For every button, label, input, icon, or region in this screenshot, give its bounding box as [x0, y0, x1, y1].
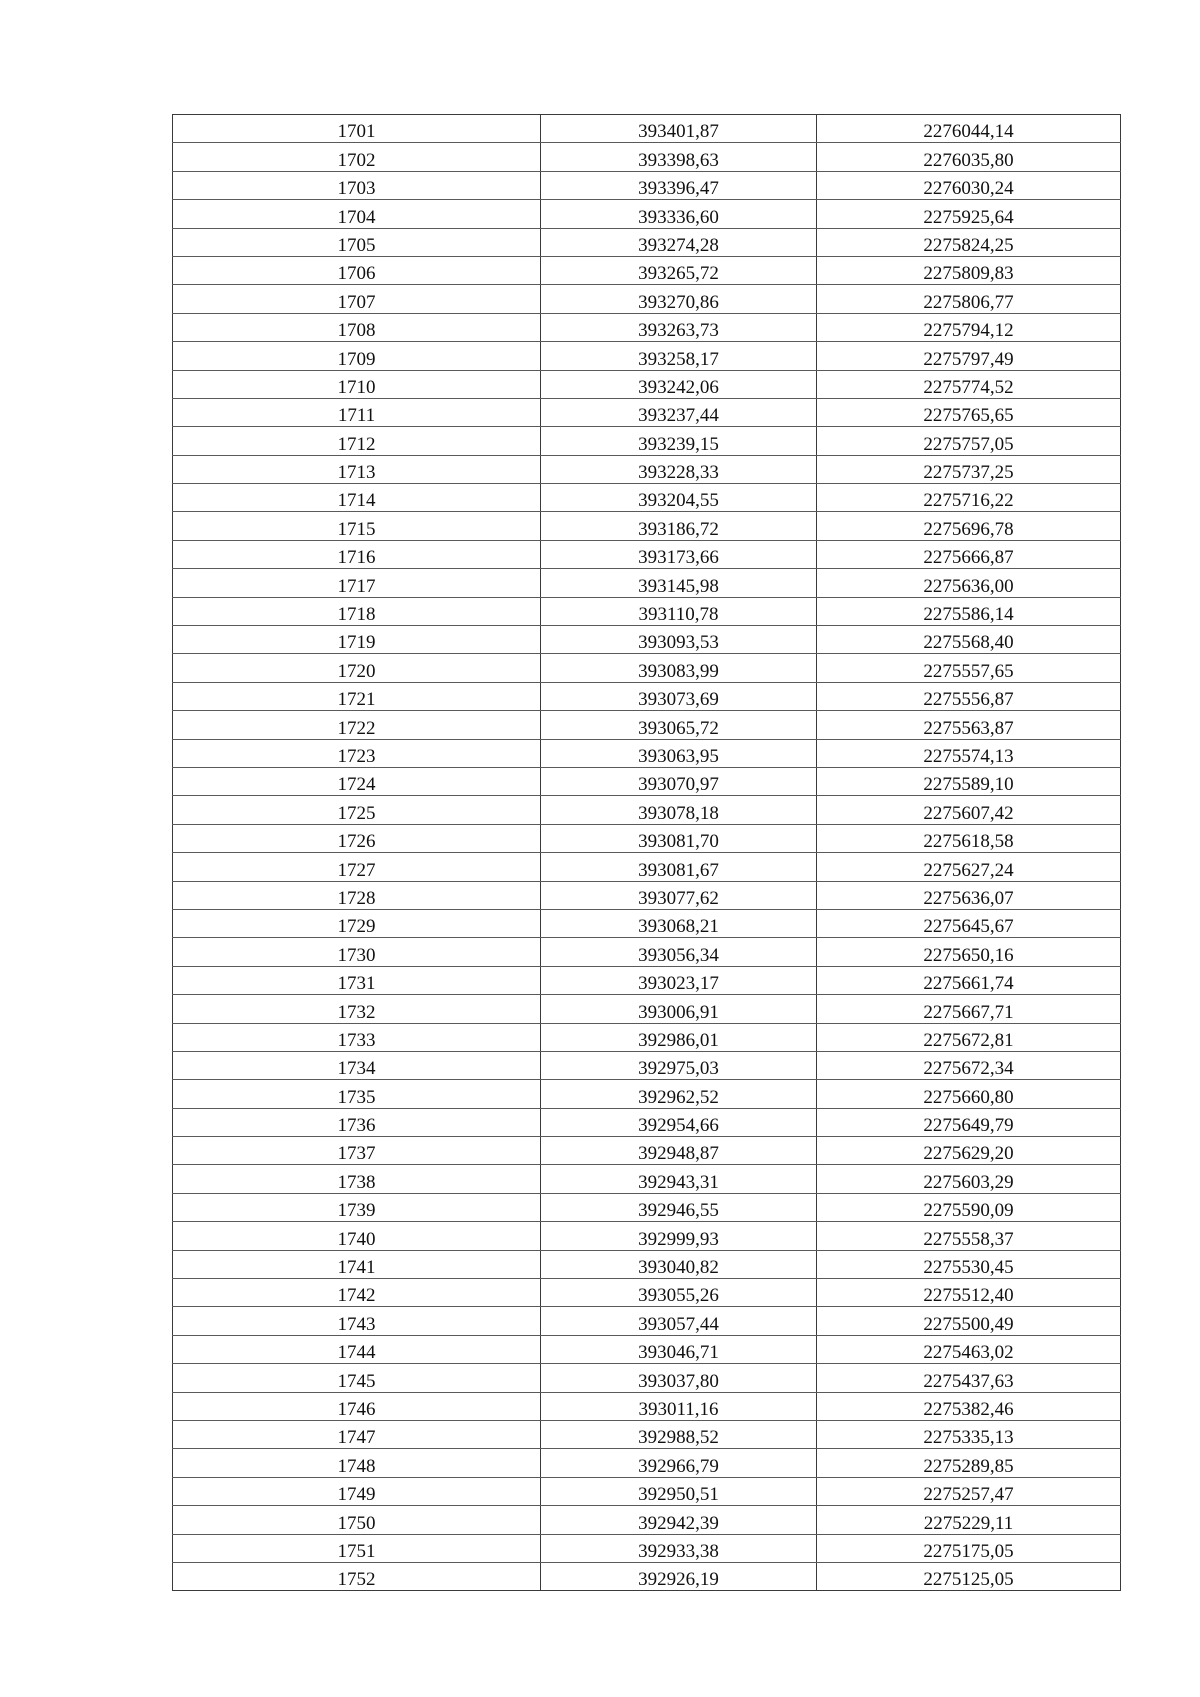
y-coordinate-cell: 2275563,87 [817, 711, 1121, 739]
point-number-cell: 1724 [173, 767, 541, 795]
x-coordinate-cell: 393037,80 [541, 1364, 817, 1392]
y-coordinate-cell: 2275175,05 [817, 1534, 1121, 1562]
point-number-cell: 1704 [173, 200, 541, 228]
x-coordinate-cell: 393110,78 [541, 597, 817, 625]
table-row [173, 484, 1121, 512]
table-row [173, 313, 1121, 341]
y-coordinate-cell: 2275229,11 [817, 1506, 1121, 1534]
point-number-cell: 1721 [173, 682, 541, 710]
x-coordinate-cell: 392999,93 [541, 1222, 817, 1250]
point-number-cell: 1706 [173, 256, 541, 284]
table-row [173, 1165, 1121, 1193]
y-coordinate-cell: 2275125,05 [817, 1562, 1121, 1590]
point-number-cell: 1711 [173, 398, 541, 426]
table-row [173, 796, 1121, 824]
point-number-cell: 1702 [173, 143, 541, 171]
point-number-cell: 1731 [173, 966, 541, 994]
y-coordinate-cell: 2275586,14 [817, 597, 1121, 625]
x-coordinate-cell: 393077,62 [541, 881, 817, 909]
table-row [173, 200, 1121, 228]
table-row [173, 1449, 1121, 1477]
point-number-cell: 1710 [173, 370, 541, 398]
table-row [173, 597, 1121, 625]
point-number-cell: 1705 [173, 228, 541, 256]
table-row [173, 739, 1121, 767]
y-coordinate-cell: 2275590,09 [817, 1193, 1121, 1221]
table-row [173, 285, 1121, 313]
table-row [173, 256, 1121, 284]
x-coordinate-cell: 393083,99 [541, 654, 817, 682]
x-coordinate-cell: 393006,91 [541, 995, 817, 1023]
point-number-cell: 1717 [173, 569, 541, 597]
table-row [173, 1279, 1121, 1307]
point-number-cell: 1745 [173, 1364, 541, 1392]
point-number-cell: 1734 [173, 1051, 541, 1079]
table-row [173, 427, 1121, 455]
x-coordinate-cell: 393263,73 [541, 313, 817, 341]
point-number-cell: 1729 [173, 909, 541, 937]
x-coordinate-cell: 393063,95 [541, 739, 817, 767]
point-number-cell: 1709 [173, 342, 541, 370]
y-coordinate-cell: 2276044,14 [817, 115, 1121, 143]
table-row [173, 370, 1121, 398]
x-coordinate-cell: 392942,39 [541, 1506, 817, 1534]
y-coordinate-cell: 2275574,13 [817, 739, 1121, 767]
x-coordinate-cell: 393237,44 [541, 398, 817, 426]
table-row [173, 455, 1121, 483]
point-number-cell: 1708 [173, 313, 541, 341]
point-number-cell: 1748 [173, 1449, 541, 1477]
point-number-cell: 1719 [173, 626, 541, 654]
table-row [173, 824, 1121, 852]
point-number-cell: 1723 [173, 739, 541, 767]
point-number-cell: 1746 [173, 1392, 541, 1420]
point-number-cell: 1735 [173, 1080, 541, 1108]
point-number-cell: 1720 [173, 654, 541, 682]
x-coordinate-cell: 392954,66 [541, 1108, 817, 1136]
table-row [173, 1562, 1121, 1590]
x-coordinate-cell: 393265,72 [541, 256, 817, 284]
point-number-cell: 1739 [173, 1193, 541, 1221]
table-row [173, 1222, 1121, 1250]
y-coordinate-cell: 2275463,02 [817, 1335, 1121, 1363]
point-number-cell: 1730 [173, 938, 541, 966]
y-coordinate-cell: 2275824,25 [817, 228, 1121, 256]
table-row [173, 1108, 1121, 1136]
y-coordinate-cell: 2275650,16 [817, 938, 1121, 966]
y-coordinate-cell: 2275530,45 [817, 1250, 1121, 1278]
table-row [173, 398, 1121, 426]
x-coordinate-cell: 393186,72 [541, 512, 817, 540]
y-coordinate-cell: 2275806,77 [817, 285, 1121, 313]
point-number-cell: 1725 [173, 796, 541, 824]
y-coordinate-cell: 2275737,25 [817, 455, 1121, 483]
table-row [173, 143, 1121, 171]
table-row [173, 1506, 1121, 1534]
y-coordinate-cell: 2275660,80 [817, 1080, 1121, 1108]
y-coordinate-cell: 2276035,80 [817, 143, 1121, 171]
x-coordinate-cell: 393228,33 [541, 455, 817, 483]
y-coordinate-cell: 2275618,58 [817, 824, 1121, 852]
table-row [173, 909, 1121, 937]
table-row [173, 512, 1121, 540]
y-coordinate-cell: 2275774,52 [817, 370, 1121, 398]
x-coordinate-cell: 393040,82 [541, 1250, 817, 1278]
table-row [173, 1364, 1121, 1392]
table-row [173, 654, 1121, 682]
point-number-cell: 1728 [173, 881, 541, 909]
y-coordinate-cell: 2275809,83 [817, 256, 1121, 284]
table-row [173, 1137, 1121, 1165]
y-coordinate-cell: 2275667,71 [817, 995, 1121, 1023]
y-coordinate-cell: 2275437,63 [817, 1364, 1121, 1392]
point-number-cell: 1750 [173, 1506, 541, 1534]
x-coordinate-cell: 392943,31 [541, 1165, 817, 1193]
x-coordinate-cell: 392986,01 [541, 1023, 817, 1051]
x-coordinate-cell: 392948,87 [541, 1137, 817, 1165]
table-row [173, 1051, 1121, 1079]
y-coordinate-cell: 2276030,24 [817, 171, 1121, 199]
table-row [173, 1023, 1121, 1051]
x-coordinate-cell: 393057,44 [541, 1307, 817, 1335]
point-number-cell: 1707 [173, 285, 541, 313]
x-coordinate-cell: 393046,71 [541, 1335, 817, 1363]
x-coordinate-cell: 393204,55 [541, 484, 817, 512]
x-coordinate-cell: 393056,34 [541, 938, 817, 966]
point-number-cell: 1712 [173, 427, 541, 455]
y-coordinate-cell: 2275797,49 [817, 342, 1121, 370]
y-coordinate-cell: 2275382,46 [817, 1392, 1121, 1420]
x-coordinate-cell: 393239,15 [541, 427, 817, 455]
x-coordinate-cell: 392933,38 [541, 1534, 817, 1562]
y-coordinate-cell: 2275925,64 [817, 200, 1121, 228]
y-coordinate-cell: 2275603,29 [817, 1165, 1121, 1193]
x-coordinate-cell: 393336,60 [541, 200, 817, 228]
point-number-cell: 1713 [173, 455, 541, 483]
table-row [173, 711, 1121, 739]
y-coordinate-cell: 2275289,85 [817, 1449, 1121, 1477]
x-coordinate-cell: 393093,53 [541, 626, 817, 654]
table-row [173, 1420, 1121, 1448]
table-row [173, 1080, 1121, 1108]
y-coordinate-cell: 2275257,47 [817, 1477, 1121, 1505]
point-number-cell: 1743 [173, 1307, 541, 1335]
point-number-cell: 1737 [173, 1137, 541, 1165]
y-coordinate-cell: 2275636,07 [817, 881, 1121, 909]
y-coordinate-cell: 2275627,24 [817, 853, 1121, 881]
table-row [173, 1477, 1121, 1505]
y-coordinate-cell: 2275589,10 [817, 767, 1121, 795]
x-coordinate-cell: 392988,52 [541, 1420, 817, 1448]
point-number-cell: 1738 [173, 1165, 541, 1193]
y-coordinate-cell: 2275607,42 [817, 796, 1121, 824]
point-number-cell: 1744 [173, 1335, 541, 1363]
table-row [173, 171, 1121, 199]
x-coordinate-cell: 393011,16 [541, 1392, 817, 1420]
y-coordinate-cell: 2275556,87 [817, 682, 1121, 710]
y-coordinate-cell: 2275672,81 [817, 1023, 1121, 1051]
point-number-cell: 1732 [173, 995, 541, 1023]
point-number-cell: 1722 [173, 711, 541, 739]
point-number-cell: 1718 [173, 597, 541, 625]
x-coordinate-cell: 393078,18 [541, 796, 817, 824]
table-row [173, 881, 1121, 909]
y-coordinate-cell: 2275765,65 [817, 398, 1121, 426]
y-coordinate-cell: 2275661,74 [817, 966, 1121, 994]
point-number-cell: 1727 [173, 853, 541, 881]
table-row [173, 1392, 1121, 1420]
coordinates-table [172, 114, 1121, 1591]
y-coordinate-cell: 2275557,65 [817, 654, 1121, 682]
table-row [173, 1250, 1121, 1278]
point-number-cell: 1715 [173, 512, 541, 540]
table-row [173, 682, 1121, 710]
point-number-cell: 1752 [173, 1562, 541, 1590]
y-coordinate-cell: 2275696,78 [817, 512, 1121, 540]
table-row [173, 569, 1121, 597]
table-row [173, 995, 1121, 1023]
x-coordinate-cell: 393023,17 [541, 966, 817, 994]
y-coordinate-cell: 2275794,12 [817, 313, 1121, 341]
table-row [173, 1307, 1121, 1335]
table-row [173, 853, 1121, 881]
x-coordinate-cell: 393070,97 [541, 767, 817, 795]
point-number-cell: 1716 [173, 540, 541, 568]
y-coordinate-cell: 2275629,20 [817, 1137, 1121, 1165]
y-coordinate-cell: 2275335,13 [817, 1420, 1121, 1448]
x-coordinate-cell: 393401,87 [541, 115, 817, 143]
x-coordinate-cell: 392946,55 [541, 1193, 817, 1221]
x-coordinate-cell: 393258,17 [541, 342, 817, 370]
x-coordinate-cell: 393173,66 [541, 540, 817, 568]
x-coordinate-cell: 393073,69 [541, 682, 817, 710]
point-number-cell: 1740 [173, 1222, 541, 1250]
x-coordinate-cell: 392926,19 [541, 1562, 817, 1590]
y-coordinate-cell: 2275672,34 [817, 1051, 1121, 1079]
table-row [173, 115, 1121, 143]
y-coordinate-cell: 2275568,40 [817, 626, 1121, 654]
y-coordinate-cell: 2275500,49 [817, 1307, 1121, 1335]
y-coordinate-cell: 2275558,37 [817, 1222, 1121, 1250]
coordinates-table-body [173, 115, 1121, 1591]
x-coordinate-cell: 393270,86 [541, 285, 817, 313]
x-coordinate-cell: 392950,51 [541, 1477, 817, 1505]
table-row [173, 626, 1121, 654]
x-coordinate-cell: 393068,21 [541, 909, 817, 937]
x-coordinate-cell: 392975,03 [541, 1051, 817, 1079]
point-number-cell: 1714 [173, 484, 541, 512]
y-coordinate-cell: 2275757,05 [817, 427, 1121, 455]
table-row [173, 228, 1121, 256]
x-coordinate-cell: 393055,26 [541, 1279, 817, 1307]
point-number-cell: 1741 [173, 1250, 541, 1278]
point-number-cell: 1747 [173, 1420, 541, 1448]
point-number-cell: 1733 [173, 1023, 541, 1051]
y-coordinate-cell: 2275666,87 [817, 540, 1121, 568]
point-number-cell: 1703 [173, 171, 541, 199]
point-number-cell: 1736 [173, 1108, 541, 1136]
table-row [173, 1193, 1121, 1221]
table-row [173, 767, 1121, 795]
y-coordinate-cell: 2275649,79 [817, 1108, 1121, 1136]
table-row [173, 1534, 1121, 1562]
x-coordinate-cell: 393396,47 [541, 171, 817, 199]
y-coordinate-cell: 2275636,00 [817, 569, 1121, 597]
x-coordinate-cell: 393065,72 [541, 711, 817, 739]
x-coordinate-cell: 393145,98 [541, 569, 817, 597]
point-number-cell: 1726 [173, 824, 541, 852]
point-number-cell: 1749 [173, 1477, 541, 1505]
y-coordinate-cell: 2275512,40 [817, 1279, 1121, 1307]
x-coordinate-cell: 393398,63 [541, 143, 817, 171]
table-row [173, 540, 1121, 568]
y-coordinate-cell: 2275645,67 [817, 909, 1121, 937]
x-coordinate-cell: 393242,06 [541, 370, 817, 398]
table-row [173, 966, 1121, 994]
x-coordinate-cell: 393081,70 [541, 824, 817, 852]
point-number-cell: 1742 [173, 1279, 541, 1307]
x-coordinate-cell: 393081,67 [541, 853, 817, 881]
x-coordinate-cell: 392962,52 [541, 1080, 817, 1108]
table-row [173, 1335, 1121, 1363]
table-row [173, 938, 1121, 966]
point-number-cell: 1751 [173, 1534, 541, 1562]
y-coordinate-cell: 2275716,22 [817, 484, 1121, 512]
table-row [173, 342, 1121, 370]
x-coordinate-cell: 392966,79 [541, 1449, 817, 1477]
point-number-cell: 1701 [173, 115, 541, 143]
x-coordinate-cell: 393274,28 [541, 228, 817, 256]
